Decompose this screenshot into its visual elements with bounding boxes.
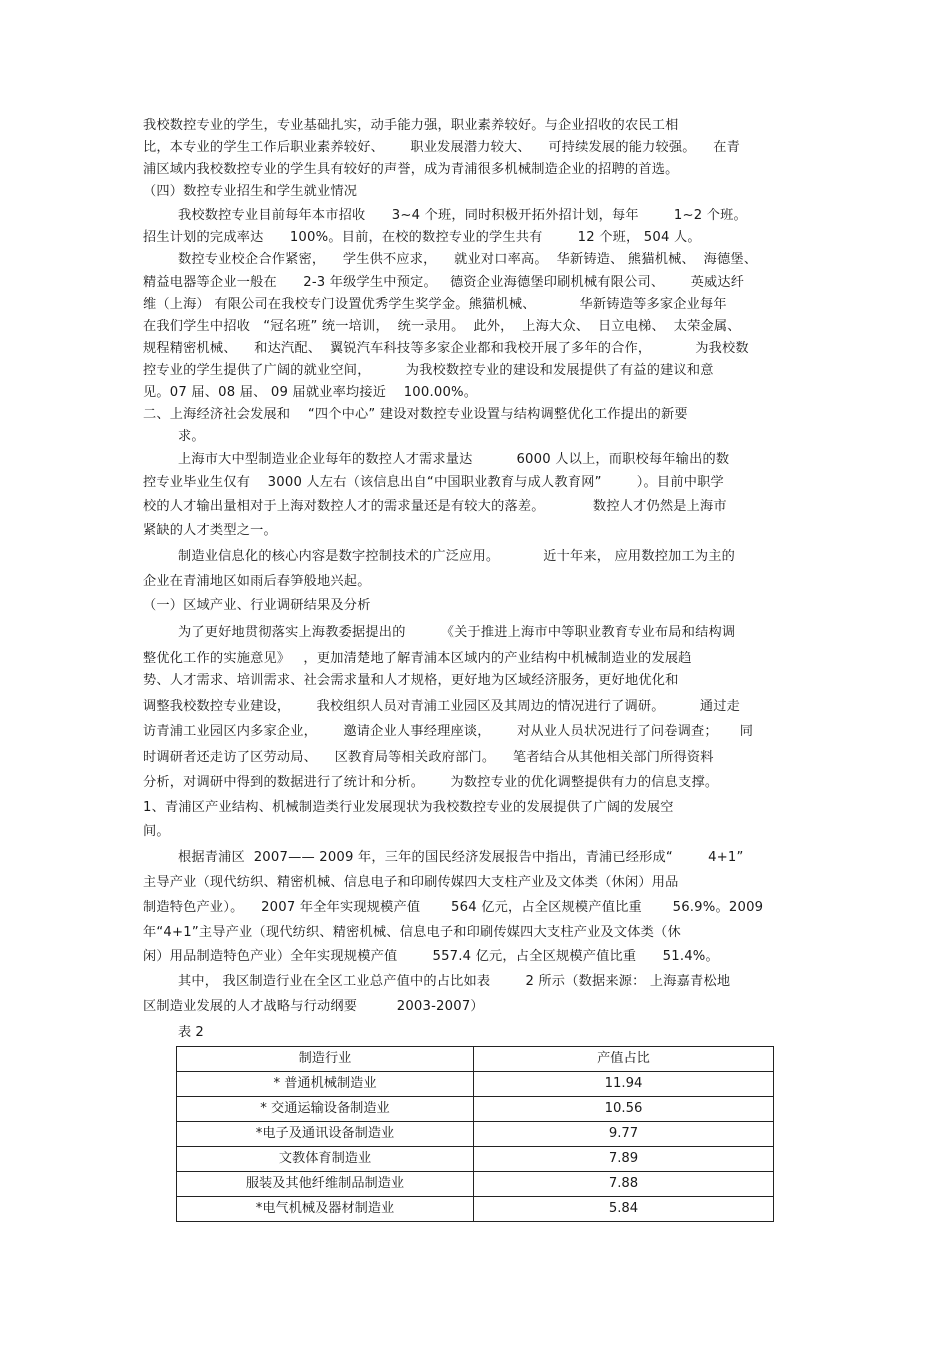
- text-line: 控专业毕业生仅有 3000 人左右（该信息出自“中国职业教育与成人教育网” ）。目前中职学: [143, 475, 724, 490]
- text-line: 访青浦工业园区内多家企业， 邀请企业人事经理座谈， 对从业人员状况进行了问卷调查； 同: [143, 724, 754, 739]
- section-heading: 间。: [143, 824, 170, 839]
- text-line: 分析，对调研中得到的数据进行了统计和分析。 为数控专业的优化调整提供有力的信息支撑。: [143, 775, 719, 790]
- text-line: 其中， 我区制造行业在全区工业总产值中的占比如表 2 所示（数据来源： 上海嘉青松地: [178, 974, 731, 989]
- text-line: 紧缺的人才类型之一。: [143, 523, 277, 538]
- share-cell: 5.84: [474, 1197, 774, 1222]
- text-line: 规程精密机械、 和达汽配、 翼锐汽车科技等多家企业都和我校开展了多年的合作， 为我校数: [143, 341, 749, 356]
- text-line: 闲）用品制造特色产业）全年实现规模产值 557.4 亿元，占全区规模产值比重 51.4%。: [143, 949, 719, 964]
- text-line: 校的人才输出量相对于上海对数控人才的需求量还是有较大的落差。 数控人才仍然是上海市: [143, 499, 727, 514]
- table-row: [177, 1172, 774, 1197]
- text-line: 为了更好地贯彻落实上海教委据提出的 《关于推进上海市中等职业教育专业布局和结构调: [178, 625, 736, 640]
- industry-share-table: [176, 1046, 774, 1222]
- industry-cell: *电子及通讯设备制造业: [177, 1122, 474, 1147]
- text-line: 我校数控专业的学生，专业基础扎实，动手能力强，职业素养较好。与企业招收的农民工相: [143, 118, 679, 133]
- text-line: 比，本专业的学生工作后职业素养较好、 职业发展潜力较大、 可持续发展的能力较强。 在青: [143, 140, 740, 155]
- text-line: 制造业信息化的核心内容是数字控制技术的广泛应用。 近十年来， 应用数控加工为主的: [178, 549, 736, 564]
- text-line: 调整我校数控专业建设， 我校组织人员对青浦工业园区及其周边的情况进行了调研。 通过走: [143, 699, 740, 714]
- text-line: 年“4+1”主导产业（现代纺织、精密机械、信息电子和印刷传媒四大支柱产业及文体类（休: [143, 925, 681, 940]
- column-header-industry: 制造行业: [177, 1047, 474, 1072]
- table-row: [177, 1197, 774, 1222]
- table-row: [177, 1147, 774, 1172]
- text-line: 企业在青浦地区如雨后春笋般地兴起。: [143, 574, 371, 589]
- section-heading: 1、青浦区产业结构、机械制造类行业发展现状为我校数控专业的发展提供了广阔的发展空: [143, 800, 674, 815]
- text-line: 数控专业校企合作紧密， 学生供不应求， 就业对口率高。 华新铸造、 熊猫机械、 海德堡、: [178, 252, 758, 267]
- table-caption: 表 2: [178, 1025, 204, 1040]
- industry-cell: * 普通机械制造业: [177, 1072, 474, 1097]
- column-header-share: 产值占比: [474, 1047, 774, 1072]
- section-heading: 二、上海经济社会发展和 “四个中心” 建设对数控专业设置与结构调整优化工作提出的新要: [143, 407, 688, 422]
- table-row: [177, 1097, 774, 1122]
- text-line: 时调研者还走访了区劳动局、 区教育局等相关政府部门。 笔者结合从其他相关部门所得资料: [143, 750, 714, 765]
- text-line: 见。07 届、08 届、 09 届就业率均接近 100.00%。: [143, 385, 478, 400]
- section-heading: 求。: [178, 429, 205, 444]
- text-line: 控专业的学生提供了广阔的就业空间， 为我校数控专业的建设和发展提供了有益的建议和意: [143, 363, 714, 378]
- share-cell: 7.88: [474, 1172, 774, 1197]
- text-line: 区制造业发展的人才战略与行动纲要 2003-2007）: [143, 999, 484, 1014]
- text-line: 制造特色产业）。 2007 年全年实现规模产值 564 亿元，占全区规模产值比重 56.9%。2009: [143, 900, 764, 915]
- text-line: 主导产业（现代纺织、精密机械、信息电子和印刷传媒四大支柱产业及文体类（休闲）用品: [143, 875, 679, 890]
- text-line: 招生计划的完成率达 100%。目前，在校的数控专业的学生共有 12 个班， 504 人。: [143, 230, 701, 245]
- text-line: 根据青浦区 2007—— 2009 年，三年的国民经济发展报告中指出，青浦已经形成“ 4+1”: [178, 850, 744, 865]
- text-line: 上海市大中型制造业企业每年的数控人才需求量达 6000 人以上，而职校每年输出的数: [178, 452, 730, 467]
- section-heading: （一）区域产业、行业调研结果及分析: [143, 598, 371, 613]
- text-line: 精益电器等企业一般在 2-3 年级学生中预定。 德资企业海德堡印刷机械有限公司、 英威达纤: [143, 275, 745, 290]
- share-cell: 7.89: [474, 1147, 774, 1172]
- share-cell: 11.94: [474, 1072, 774, 1097]
- industry-cell: 服装及其他纤维制品制造业: [177, 1172, 474, 1197]
- industry-cell: *电气机械及器材制造业: [177, 1197, 474, 1222]
- industry-cell: * 交通运输设备制造业: [177, 1097, 474, 1122]
- table-header-row: [177, 1047, 774, 1072]
- table-row: [177, 1122, 774, 1147]
- text-line: 在我们学生中招收 “冠名班” 统一培训， 统一录用。 此外， 上海大众、 日立电梯、 太荣金属、: [143, 319, 741, 334]
- text-line: 浦区域内我校数控专业的学生具有较好的声誉，成为青浦很多机械制造企业的招聘的首选。: [143, 162, 679, 177]
- section-heading: （四）数控专业招生和学生就业情况: [143, 184, 358, 199]
- text-line: 我校数控专业目前每年本市招收 3~4 个班，同时积极开拓外招计划，每年 1~2 个班。: [178, 208, 747, 223]
- share-cell: 9.77: [474, 1122, 774, 1147]
- share-cell: 10.56: [474, 1097, 774, 1122]
- text-line: 维（上海） 有限公司在我校专门设置优秀学生奖学金。熊猫机械、 华新铸造等多家企业每年: [143, 297, 727, 312]
- text-line: 整优化工作的实施意见》 ，更加清楚地了解青浦本区域内的产业结构中机械制造业的发展趋: [143, 651, 692, 666]
- industry-cell: 文教体育制造业: [177, 1147, 474, 1172]
- text-line: 势、人才需求、培训需求、社会需求量和人才规格，更好地为区域经济服务，更好地优化和: [143, 673, 679, 688]
- table-row: [177, 1072, 774, 1097]
